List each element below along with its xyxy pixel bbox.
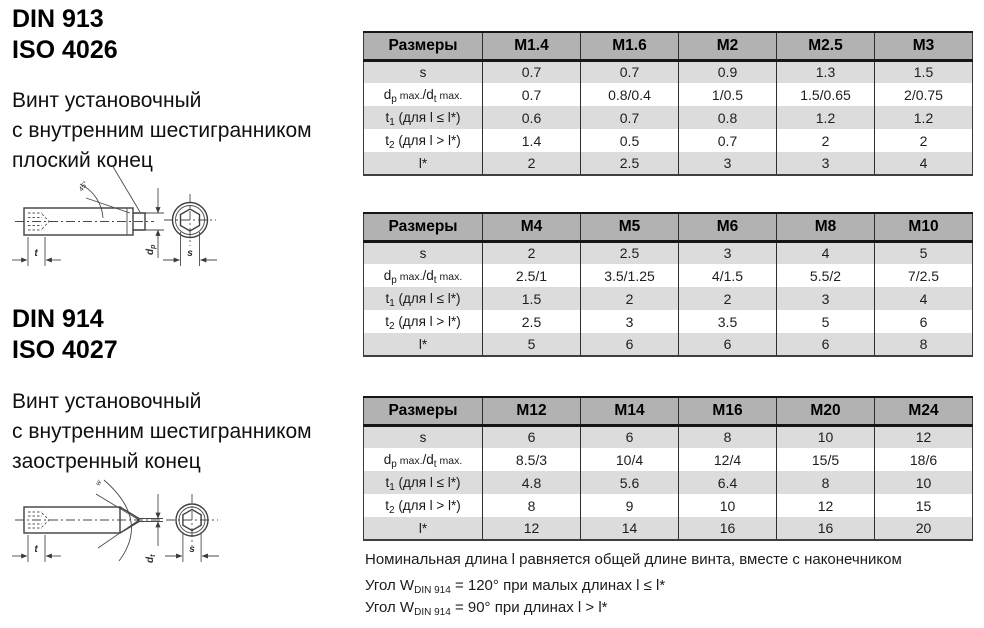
iso-number: ISO 4026 xyxy=(12,36,118,64)
dimension-value: 3 xyxy=(777,152,875,175)
dimension-value: 3 xyxy=(777,287,875,310)
dimension-value: 3 xyxy=(679,241,777,264)
dimension-row xyxy=(364,60,973,83)
table-header-row xyxy=(364,32,973,60)
description-line: плоский конец xyxy=(12,149,153,172)
din-number: DIN 914 xyxy=(12,305,104,333)
dimension-row xyxy=(364,494,973,517)
dimension-row xyxy=(364,471,973,494)
dimension-value: 10 xyxy=(875,471,973,494)
row-label: l* xyxy=(364,517,483,540)
sizes-column-header: Размеры xyxy=(364,213,483,241)
dimension-value: 15/5 xyxy=(777,448,875,471)
standard-heading-din913 xyxy=(12,4,118,66)
dimension-value: 8 xyxy=(679,425,777,448)
description-line: заостренный конец xyxy=(12,450,201,473)
tip-diameter-label: $d_t$ xyxy=(145,554,157,563)
dimension-value: 2.5/1 xyxy=(483,264,581,287)
dimension-value: 5 xyxy=(777,310,875,333)
dimension-value: 6 xyxy=(875,310,973,333)
dimension-value: 0.7 xyxy=(483,60,581,83)
dimension-value: 6 xyxy=(777,333,875,356)
dimension-value: 0.8/0.4 xyxy=(581,83,679,106)
row-label: $t_1$ (для l ≤ l*) xyxy=(364,471,483,494)
dimension-value: 1.4 xyxy=(483,129,581,152)
dimension-value: 8 xyxy=(483,494,581,517)
dimension-row xyxy=(364,287,973,310)
description-din914 xyxy=(12,387,312,477)
description-line: Винт установочный xyxy=(12,390,202,413)
dimension-value: 6 xyxy=(483,425,581,448)
dimension-value: 2 xyxy=(777,129,875,152)
socket-depth-label: t xyxy=(34,248,38,259)
dimension-value: 20 xyxy=(875,517,973,540)
dimension-value: 10 xyxy=(777,425,875,448)
dimension-value: 2/0.75 xyxy=(875,83,973,106)
row-label: $t_2$ (для l > l*) xyxy=(385,133,461,151)
dimension-value: 2 xyxy=(581,287,679,310)
thread-size-header: M1.6 xyxy=(581,32,679,60)
chamfer-angle-label: 45° xyxy=(77,180,90,194)
dimension-table-m4-m10 xyxy=(363,212,973,357)
dimension-value: 1.2 xyxy=(777,106,875,129)
flat-point-screw-drawing xyxy=(2,158,237,270)
row-label: $d_p$ $\max./d_t$ max. xyxy=(383,268,463,286)
dimension-value: 6 xyxy=(581,425,679,448)
dimension-value: 16 xyxy=(679,517,777,540)
flat-diameter-label: $d_p$ xyxy=(145,244,157,255)
dimension-value: 15 xyxy=(875,494,973,517)
table-header-row xyxy=(364,213,973,241)
row-label: $d_p$ $\max./d_t$ max. xyxy=(383,452,463,470)
dimension-value: 16 xyxy=(777,517,875,540)
nominal-length-note: Номинальная длина l равняется общей длине винта, вместе с наконечником xyxy=(365,551,902,568)
dimension-value: 1.5/0.65 xyxy=(777,83,875,106)
dimension-value: 4 xyxy=(777,241,875,264)
dimension-row xyxy=(364,264,973,287)
dimension-value: 2 xyxy=(679,287,777,310)
dimension-value: 3.5 xyxy=(679,310,777,333)
dimension-row xyxy=(364,310,973,333)
description-line: с внутренним шестигранником xyxy=(12,420,312,443)
dimension-value: 3 xyxy=(581,310,679,333)
row-label: l* xyxy=(364,152,483,175)
dimension-row xyxy=(364,448,973,471)
cone-point-screw-drawing xyxy=(2,468,237,578)
sizes-column-header: Размеры xyxy=(364,397,483,425)
row-label: s xyxy=(364,241,483,264)
thread-size-header: M1.4 xyxy=(483,32,581,60)
dimension-value: 12/4 xyxy=(679,448,777,471)
description-line: Винт установочный xyxy=(12,89,202,112)
row-label: $t_1$ (для l ≤ l*) xyxy=(364,287,483,310)
dimension-value: 12 xyxy=(777,494,875,517)
dimension-value: 3.5/1.25 xyxy=(581,264,679,287)
angle-note-120: Угол $W_{DIN 914} = 120^\circ$ при малых длинах l ≤ l* xyxy=(365,577,666,596)
dimension-value: 1.5 xyxy=(875,60,973,83)
row-label: $t_1$ (для l ≤ l*) xyxy=(364,106,483,129)
row-label: $t_2$ (для l > l*) xyxy=(385,314,461,332)
iso-number: ISO 4027 xyxy=(12,336,118,364)
thread-size-header: M2.5 xyxy=(777,32,875,60)
standard-heading-din914 xyxy=(12,304,118,366)
row-label: $t_2$ (для l > l*) xyxy=(385,498,461,516)
table-header-row xyxy=(364,397,973,425)
row-label: l* xyxy=(364,333,483,356)
dimension-value: 0.5 xyxy=(581,129,679,152)
dimension-value: 1/0.5 xyxy=(679,83,777,106)
dimension-value: 1.5 xyxy=(483,287,581,310)
cone-angle-label: w xyxy=(94,479,104,487)
thread-size-header: M8 xyxy=(777,213,875,241)
thread-size-header: M10 xyxy=(875,213,973,241)
dimension-value: 5.5/2 xyxy=(777,264,875,287)
dimension-value: 6.4 xyxy=(679,471,777,494)
dimension-value: 5 xyxy=(483,333,581,356)
dimension-value: 1.3 xyxy=(777,60,875,83)
dimension-value: 4/1.5 xyxy=(679,264,777,287)
dimension-value: 0.8 xyxy=(679,106,777,129)
dimension-value: 18/6 xyxy=(875,448,973,471)
dimension-value: 4 xyxy=(875,152,973,175)
dimension-table-m12-m24 xyxy=(363,396,973,541)
dimension-row xyxy=(364,241,973,264)
dimension-value: 0.6 xyxy=(483,106,581,129)
dimension-value: 4 xyxy=(875,287,973,310)
thread-size-header: M2 xyxy=(679,32,777,60)
row-label: s xyxy=(364,425,483,448)
thread-size-header: M20 xyxy=(777,397,875,425)
dimension-value: 8 xyxy=(875,333,973,356)
dimension-value: 0.7 xyxy=(581,60,679,83)
dimension-value: 0.9 xyxy=(679,60,777,83)
dimension-value: 10/4 xyxy=(581,448,679,471)
thread-size-header: M3 xyxy=(875,32,973,60)
dimension-value: 1.2 xyxy=(875,106,973,129)
description-line: с внутренним шестигранником xyxy=(12,119,312,142)
angle-note-90: Угол $W_{DIN 914} = 90^\circ$ при длинах l > l* xyxy=(365,599,608,618)
hex-width-label: s xyxy=(187,248,193,259)
dimension-value: 14 xyxy=(581,517,679,540)
thread-size-header: M5 xyxy=(581,213,679,241)
dimension-value: 12 xyxy=(875,425,973,448)
dimension-value: 10 xyxy=(679,494,777,517)
socket-depth-label: t xyxy=(34,544,38,555)
dimension-value: 0.7 xyxy=(483,83,581,106)
dimension-table-m1.4-m3 xyxy=(363,31,973,176)
dimension-value: 2 xyxy=(483,152,581,175)
dimension-value: 6 xyxy=(679,333,777,356)
row-label: s xyxy=(364,60,483,83)
dimension-value: 2 xyxy=(875,129,973,152)
dimension-value: 2.5 xyxy=(581,241,679,264)
dimension-row xyxy=(364,517,973,540)
dimension-row xyxy=(364,129,973,152)
dimension-value: 3 xyxy=(679,152,777,175)
dimension-value: 5 xyxy=(875,241,973,264)
dimension-value: 8.5/3 xyxy=(483,448,581,471)
thread-size-header: M4 xyxy=(483,213,581,241)
dimension-value: 6 xyxy=(581,333,679,356)
thread-size-header: M12 xyxy=(483,397,581,425)
dimension-row xyxy=(364,333,973,356)
dimension-row xyxy=(364,83,973,106)
dimension-row xyxy=(364,152,973,175)
dimension-row xyxy=(364,106,973,129)
dimension-value: 0.7 xyxy=(581,106,679,129)
row-label: $d_p$ $\max./d_t$ max. xyxy=(383,87,463,105)
hex-width-label: s xyxy=(189,544,195,555)
din-number: DIN 913 xyxy=(12,5,104,33)
dimension-value: 2.5 xyxy=(483,310,581,333)
dimension-value: 8 xyxy=(777,471,875,494)
thread-size-header: M16 xyxy=(679,397,777,425)
thread-size-header: M14 xyxy=(581,397,679,425)
sizes-column-header: Размеры xyxy=(364,32,483,60)
dimension-value: 4.8 xyxy=(483,471,581,494)
thread-size-header: M6 xyxy=(679,213,777,241)
dimension-value: 9 xyxy=(581,494,679,517)
dimension-row xyxy=(364,425,973,448)
thread-size-header: M24 xyxy=(875,397,973,425)
dimension-value: 2.5 xyxy=(581,152,679,175)
dimension-value: 5.6 xyxy=(581,471,679,494)
dimension-value: 12 xyxy=(483,517,581,540)
dimension-value: 0.7 xyxy=(679,129,777,152)
dimension-value: 2 xyxy=(483,241,581,264)
dimension-value: 7/2.5 xyxy=(875,264,973,287)
